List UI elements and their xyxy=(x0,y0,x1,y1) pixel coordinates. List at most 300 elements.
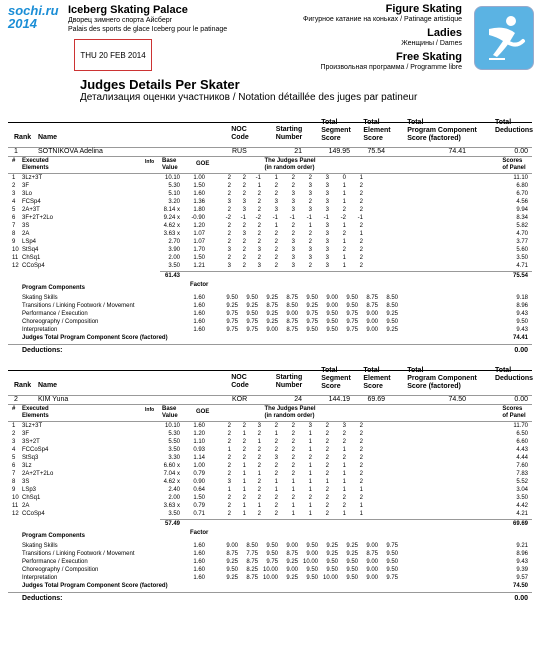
judge-component-mark: 9.75 xyxy=(386,575,398,581)
judge-goe-mark: 2 xyxy=(325,455,329,461)
deductions-label: Deductions: xyxy=(22,595,63,602)
col-noc: NOC Code xyxy=(231,126,249,141)
judge-goe-mark: 1 xyxy=(308,479,312,485)
element-goe: 1.10 xyxy=(193,439,205,445)
component-name: Choreography / Composition xyxy=(22,567,99,573)
col-factor: Factor xyxy=(190,530,209,536)
pcs-total: 74.50 xyxy=(512,583,528,589)
judge-goe-mark: 2 xyxy=(325,511,329,517)
judge-goe-mark: 2 xyxy=(274,263,278,269)
judge-goe-mark: 3 xyxy=(325,183,329,189)
judge-goe-mark: 2 xyxy=(359,463,363,469)
judge-component-mark: 9.25 xyxy=(346,543,358,549)
component-factor: 1.60 xyxy=(193,543,205,549)
element-base-value: 4.62 x xyxy=(163,479,180,485)
col-noc: NOC Code xyxy=(231,374,249,389)
element-score-of-panel: 11.70 xyxy=(513,423,528,429)
element-score-of-panel: 6.80 xyxy=(516,183,528,189)
program-components-title: Program Components xyxy=(22,533,86,539)
col-total-segment-score: Total Segment Score xyxy=(321,119,351,142)
skater-pcs: 74.41 xyxy=(448,148,466,155)
component-score: 8.96 xyxy=(516,551,528,557)
judge-goe-mark: 1 xyxy=(342,263,346,269)
judge-goe-mark: 2 xyxy=(359,479,363,485)
logo-line2: 2014 xyxy=(8,16,37,31)
judge-goe-mark: 2 xyxy=(308,199,312,205)
judge-component-mark: 9.50 xyxy=(346,567,358,573)
judge-goe-mark: 2 xyxy=(342,439,346,445)
judge-goe-mark: 2 xyxy=(257,495,261,501)
judge-goe-mark: 2 xyxy=(274,447,278,453)
judge-goe-mark: 3 xyxy=(274,455,278,461)
judge-goe-mark: 3 xyxy=(291,191,295,197)
judge-goe-mark: 3 xyxy=(291,247,295,253)
judge-goe-mark: 2 xyxy=(257,487,261,493)
col-base-value: Base Value xyxy=(162,406,178,419)
judge-goe-mark: 2 xyxy=(308,455,312,461)
judge-goe-mark: 1 xyxy=(342,479,346,485)
col-rank: Rank xyxy=(14,134,32,141)
deductions-value: 0.00 xyxy=(514,347,528,354)
element-base-value: 3.50 xyxy=(168,263,180,269)
element-goe: 1.20 xyxy=(193,223,205,229)
judge-goe-mark: 1 xyxy=(291,479,295,485)
judge-goe-mark: 2 xyxy=(274,247,278,253)
judge-component-mark: 10.00 xyxy=(302,559,318,565)
judge-goe-mark: 2 xyxy=(257,207,261,213)
judge-goe-mark: 2 xyxy=(274,191,278,197)
judge-goe-mark: 2 xyxy=(359,191,363,197)
component-factor: 1.60 xyxy=(193,567,205,573)
judge-goe-mark: 2 xyxy=(257,431,261,437)
skater-rank: 1 xyxy=(14,148,18,155)
judge-goe-mark: 2 xyxy=(242,239,246,245)
element-base-value: 8.14 x xyxy=(163,207,180,213)
col-info: Info xyxy=(145,159,155,165)
judge-component-mark: 9.75 xyxy=(306,319,318,325)
col-starting-number: Starting Number xyxy=(275,374,303,389)
judge-component-mark: 10.00 xyxy=(322,575,338,581)
judge-goe-mark: 2 xyxy=(257,191,261,197)
col-total-element-score: Total Element Score xyxy=(363,119,391,142)
element-number: 3 xyxy=(12,191,16,197)
judge-component-mark: 9.25 xyxy=(386,311,398,317)
judge-goe-mark: 3 xyxy=(227,247,231,253)
judge-goe-mark: -2 xyxy=(225,215,231,221)
judge-goe-mark: 1 xyxy=(227,447,231,453)
judge-goe-mark: 1 xyxy=(342,487,346,493)
judge-component-mark: 9.50 xyxy=(326,311,338,317)
element-code: 3Lo xyxy=(22,191,33,197)
judge-goe-mark: 2 xyxy=(359,455,363,461)
judge-component-mark: 9.25 xyxy=(226,559,238,565)
element-base-value: 6.60 x xyxy=(163,463,180,469)
judge-goe-mark: 1 xyxy=(342,471,346,477)
event-date: THU 20 FEB 2014 xyxy=(74,39,152,71)
element-score-of-panel: 4.71 xyxy=(516,263,528,269)
judge-goe-mark: 2 xyxy=(242,495,246,501)
element-goe: 0.90 xyxy=(193,479,205,485)
component-factor: 1.60 xyxy=(193,311,205,317)
rule-line xyxy=(8,592,532,593)
judge-component-mark: 8.75 xyxy=(286,551,298,557)
component-factor: 1.60 xyxy=(193,327,205,333)
tes-total: 69.69 xyxy=(512,521,528,527)
judge-component-mark: 9.50 xyxy=(386,319,398,325)
judge-goe-mark: 2 xyxy=(227,471,231,477)
element-base-value: 2.00 xyxy=(168,255,180,261)
judge-goe-mark: 2 xyxy=(257,511,261,517)
element-score-of-panel: 5.82 xyxy=(516,223,528,229)
judge-goe-mark: 2 xyxy=(308,239,312,245)
judge-goe-mark: 1 xyxy=(359,511,363,517)
judge-goe-mark: 3 xyxy=(242,199,246,205)
judge-goe-mark: 2 xyxy=(291,471,295,477)
judge-component-mark: 9.00 xyxy=(326,303,338,309)
col-starting-number: Starting Number xyxy=(275,126,303,141)
judge-goe-mark: 2 xyxy=(308,263,312,269)
component-score: 9.57 xyxy=(516,575,528,581)
component-score: 9.43 xyxy=(516,327,528,333)
element-code: 3F xyxy=(22,431,30,437)
element-score-of-panel: 7.60 xyxy=(516,463,528,469)
pcs-total-label: Judges Total Program Component Score (factored) xyxy=(22,335,168,341)
judge-goe-mark: 1 xyxy=(308,463,312,469)
element-goe: 1.80 xyxy=(193,207,205,213)
judge-goe-mark: 2 xyxy=(274,239,278,245)
element-number: 12 xyxy=(12,511,19,517)
judge-component-mark: 9.00 xyxy=(366,311,378,317)
judge-goe-mark: -1 xyxy=(306,215,312,221)
judge-goe-mark: 2 xyxy=(242,223,246,229)
judge-goe-mark: 3 xyxy=(242,207,246,213)
element-score-of-panel: 5.60 xyxy=(516,247,528,253)
element-code: 3Lz xyxy=(22,463,32,469)
judge-component-mark: 9.00 xyxy=(366,559,378,565)
element-number: 7 xyxy=(12,471,16,477)
judge-goe-mark: 3 xyxy=(308,247,312,253)
judge-goe-mark: 1 xyxy=(359,175,363,181)
judge-component-mark: 9.25 xyxy=(266,319,278,325)
element-number: 8 xyxy=(12,479,16,485)
judge-goe-mark: 1 xyxy=(342,223,346,229)
judge-component-mark: 9.50 xyxy=(326,567,338,573)
base-value-total: 61.43 xyxy=(164,273,180,279)
judge-goe-mark: 3 xyxy=(274,207,278,213)
skater-name: SOTNIKOVA Adelina xyxy=(38,148,103,155)
judge-goe-mark: 2 xyxy=(359,199,363,205)
element-score-of-panel: 3.50 xyxy=(516,495,528,501)
judge-goe-mark: 1 xyxy=(308,487,312,493)
element-base-value: 3.50 xyxy=(168,447,180,453)
judge-component-mark: 9.75 xyxy=(246,327,258,333)
judge-goe-mark: 2 xyxy=(227,431,231,437)
element-number: 7 xyxy=(12,223,16,229)
judge-goe-mark: 3 xyxy=(227,199,231,205)
judge-component-mark: 9.75 xyxy=(386,543,398,549)
judge-goe-mark: 3 xyxy=(325,239,329,245)
report-subtitle: Детализация оценки участников / Notation détaillée des juges par patineur xyxy=(80,92,418,103)
judge-goe-mark: 2 xyxy=(359,471,363,477)
judge-component-mark: 9.00 xyxy=(366,575,378,581)
element-score-of-panel: 4.21 xyxy=(516,511,528,517)
judge-goe-mark: 2 xyxy=(257,223,261,229)
judge-goe-mark: 2 xyxy=(227,207,231,213)
judge-goe-mark: 1 xyxy=(342,255,346,261)
judge-goe-mark: 2 xyxy=(242,439,246,445)
judge-goe-mark: 2 xyxy=(242,263,246,269)
element-goe: 1.50 xyxy=(193,255,205,261)
judge-goe-mark: 2 xyxy=(227,223,231,229)
judge-goe-mark: 2 xyxy=(274,183,278,189)
judge-component-mark: 9.00 xyxy=(286,543,298,549)
judge-goe-mark: 2 xyxy=(325,439,329,445)
judge-goe-mark: 1 xyxy=(359,503,363,509)
segment: Free Skating xyxy=(395,51,462,63)
component-name: Performance / Execution xyxy=(22,559,88,565)
element-number: 4 xyxy=(12,199,16,205)
judge-goe-mark: 1 xyxy=(291,487,295,493)
judge-goe-mark: 1 xyxy=(274,431,278,437)
judge-component-mark: 8.75 xyxy=(246,559,258,565)
judge-goe-mark: 2 xyxy=(242,423,246,429)
judge-goe-mark: 1 xyxy=(242,487,246,493)
judge-goe-mark: 2 xyxy=(342,247,346,253)
element-base-value: 3.63 x xyxy=(163,503,180,509)
col-total-deductions: Total Deductions xyxy=(494,367,534,382)
judge-goe-mark: 2 xyxy=(325,431,329,437)
judge-goe-mark: 2 xyxy=(325,487,329,493)
judge-component-mark: 8.75 xyxy=(366,295,378,301)
element-code: StSq3 xyxy=(22,455,39,461)
judge-goe-mark: 3 xyxy=(291,199,295,205)
element-goe: 1.21 xyxy=(193,263,205,269)
judge-goe-mark: 2 xyxy=(274,511,278,517)
col-goe: GOE xyxy=(196,409,210,415)
judge-component-mark: 8.50 xyxy=(246,543,258,549)
element-number: 5 xyxy=(12,455,16,461)
judge-goe-mark: 2 xyxy=(227,231,231,237)
judge-goe-mark: 2 xyxy=(359,447,363,453)
judge-goe-mark: 1 xyxy=(342,199,346,205)
judge-goe-mark: 1 xyxy=(291,503,295,509)
component-score: 9.39 xyxy=(516,567,528,573)
judge-goe-mark: 2 xyxy=(227,423,231,429)
judge-component-mark: 10.00 xyxy=(262,567,278,573)
judge-goe-mark: 3 xyxy=(325,199,329,205)
element-goe: 1.60 xyxy=(193,423,205,429)
judge-goe-mark: 2 xyxy=(359,223,363,229)
judge-component-mark: 9.50 xyxy=(266,543,278,549)
component-name: Choreography / Composition xyxy=(22,319,99,325)
venue-title: Iceberg Skating Palace xyxy=(68,4,188,16)
element-score-of-panel: 11.10 xyxy=(513,175,528,181)
element-number: 3 xyxy=(12,439,16,445)
judge-goe-mark: 2 xyxy=(291,495,295,501)
col-total-segment-score: Total Segment Score xyxy=(321,367,351,390)
judge-goe-mark: 2 xyxy=(325,423,329,429)
judge-goe-mark: 3 xyxy=(291,207,295,213)
element-base-value: 3.50 xyxy=(168,511,180,517)
judge-component-mark: 9.50 xyxy=(246,311,258,317)
judge-goe-mark: 1 xyxy=(242,463,246,469)
judge-goe-mark: 3 xyxy=(308,423,312,429)
element-score-of-panel: 9.94 xyxy=(516,207,528,213)
element-goe: 1.14 xyxy=(193,455,205,461)
element-score-of-panel: 6.60 xyxy=(516,439,528,445)
element-number: 5 xyxy=(12,207,16,213)
rule-line xyxy=(8,173,532,174)
element-code: 2A xyxy=(22,231,30,237)
element-base-value: 5.30 xyxy=(168,431,180,437)
judge-goe-mark: 2 xyxy=(227,439,231,445)
judge-goe-mark: 3 xyxy=(325,255,329,261)
skater-rank: 2 xyxy=(14,396,18,403)
component-name: Performance / Execution xyxy=(22,311,88,317)
judge-goe-mark: 2 xyxy=(227,463,231,469)
element-score-of-panel: 5.52 xyxy=(516,479,528,485)
judge-goe-mark: 1 xyxy=(308,431,312,437)
pcs-total-label: Judges Total Program Component Score (factored) xyxy=(22,583,168,589)
judge-goe-mark: 2 xyxy=(274,471,278,477)
judge-component-mark: 9.50 xyxy=(226,567,238,573)
judge-goe-mark: 3 xyxy=(325,223,329,229)
element-number: 10 xyxy=(12,495,19,501)
judge-component-mark: 8.75 xyxy=(366,303,378,309)
component-score: 9.21 xyxy=(516,543,528,549)
element-base-value: 5.10 xyxy=(168,191,180,197)
col-name: Name xyxy=(38,134,58,141)
element-score-of-panel: 3.77 xyxy=(516,239,528,245)
judge-goe-mark: 2 xyxy=(242,255,246,261)
judge-component-mark: 9.50 xyxy=(386,551,398,557)
component-name: Interpretation xyxy=(22,575,58,581)
judge-goe-mark: 2 xyxy=(274,495,278,501)
judge-component-mark: 8.50 xyxy=(286,303,298,309)
judge-goe-mark: 2 xyxy=(274,231,278,237)
judge-component-mark: 9.50 xyxy=(326,319,338,325)
judge-goe-mark: 2 xyxy=(359,431,363,437)
judge-goe-mark: 1 xyxy=(242,503,246,509)
judge-goe-mark: 2 xyxy=(291,447,295,453)
judge-goe-mark: 2 xyxy=(242,455,246,461)
element-score-of-panel: 4.56 xyxy=(516,199,528,205)
judge-goe-mark: 3 xyxy=(342,423,346,429)
judge-goe-mark: 3 xyxy=(325,191,329,197)
element-number: 8 xyxy=(12,231,16,237)
judge-goe-mark: 3 xyxy=(325,175,329,181)
judge-goe-mark: 1 xyxy=(308,503,312,509)
component-score: 9.43 xyxy=(516,311,528,317)
element-number: 1 xyxy=(12,175,16,181)
judge-goe-mark: 2 xyxy=(242,191,246,197)
element-code: FCCoSp4 xyxy=(22,447,49,453)
element-base-value: 9.24 x xyxy=(163,215,180,221)
judge-component-mark: 9.50 xyxy=(306,543,318,549)
element-goe: 1.70 xyxy=(193,247,205,253)
judge-goe-mark: 2 xyxy=(274,463,278,469)
skater-name: KIM Yuna xyxy=(38,396,69,403)
judge-component-mark: 9.50 xyxy=(266,551,278,557)
judge-goe-mark: 2 xyxy=(274,255,278,261)
judge-goe-mark: 3 xyxy=(291,263,295,269)
judge-goe-mark: 2 xyxy=(291,175,295,181)
component-factor: 1.60 xyxy=(193,295,205,301)
skater-noc: KOR xyxy=(232,396,248,403)
judge-goe-mark: 1 xyxy=(257,503,261,509)
judge-component-mark: 9.50 xyxy=(306,295,318,301)
element-goe: 1.00 xyxy=(193,463,205,469)
col-element-number: # xyxy=(12,158,16,164)
discipline-ru: Фигурное катание на коньках / Patinage artistique xyxy=(303,16,462,23)
element-goe: 1.50 xyxy=(193,183,205,189)
base-value-total: 57.49 xyxy=(164,521,180,527)
judge-goe-mark: 3 xyxy=(257,263,261,269)
judge-goe-mark: 2 xyxy=(242,447,246,453)
judge-goe-mark: 2 xyxy=(257,455,261,461)
col-factor: Factor xyxy=(190,282,209,288)
element-code: 2A+2T+2Lo xyxy=(22,471,54,477)
tes-total: 75.54 xyxy=(512,273,528,279)
skater-tss: 144.19 xyxy=(328,396,350,403)
venue-fr: Palais des sports de glace Iceberg pour le patinage xyxy=(68,26,228,33)
judge-goe-mark: 2 xyxy=(227,183,231,189)
judge-component-mark: 9.50 xyxy=(346,295,358,301)
judge-component-mark: 9.25 xyxy=(286,575,298,581)
element-number: 6 xyxy=(12,463,16,469)
rule-line xyxy=(160,271,532,272)
judge-goe-mark: 2 xyxy=(308,231,312,237)
element-goe: 0.93 xyxy=(193,447,205,453)
judge-goe-mark: 1 xyxy=(274,487,278,493)
component-factor: 1.60 xyxy=(193,303,205,309)
judge-component-mark: 9.50 xyxy=(386,559,398,565)
judge-component-mark: 9.75 xyxy=(346,319,358,325)
component-score: 9.43 xyxy=(516,559,528,565)
element-number: 2 xyxy=(12,431,16,437)
element-score-of-panel: 6.50 xyxy=(516,431,528,437)
element-code: 3S+2T xyxy=(22,439,40,445)
element-code: 3Lz+3T xyxy=(22,423,43,429)
judge-component-mark: 9.25 xyxy=(386,327,398,333)
element-base-value: 3.30 xyxy=(168,455,180,461)
col-judges-panel: The Judges Panel (in random order) xyxy=(264,158,316,171)
judge-goe-mark: 3 xyxy=(227,263,231,269)
component-name: Skating Skills xyxy=(22,543,58,549)
judge-goe-mark: 2 xyxy=(308,175,312,181)
judge-goe-mark: 2 xyxy=(291,183,295,189)
element-goe: 1.07 xyxy=(193,231,205,237)
judge-goe-mark: 1 xyxy=(257,183,261,189)
judge-goe-mark: 2 xyxy=(291,423,295,429)
judge-goe-mark: 2 xyxy=(227,503,231,509)
judge-goe-mark: 1 xyxy=(359,231,363,237)
judge-component-mark: 9.50 xyxy=(306,327,318,333)
judge-component-mark: 9.50 xyxy=(226,295,238,301)
judge-goe-mark: 1 xyxy=(342,511,346,517)
judge-component-mark: 9.00 xyxy=(286,311,298,317)
skater-starting-number: 21 xyxy=(294,148,302,155)
judge-goe-mark: 3 xyxy=(274,199,278,205)
element-score-of-panel: 4.43 xyxy=(516,447,528,453)
judge-goe-mark: 2 xyxy=(257,255,261,261)
element-goe: 1.07 xyxy=(193,239,205,245)
element-code: LSp3 xyxy=(22,487,37,493)
element-code: FCSp4 xyxy=(22,199,41,205)
element-goe: 1.50 xyxy=(193,495,205,501)
element-score-of-panel: 4.44 xyxy=(516,455,528,461)
skater-pcs: 74.50 xyxy=(448,396,466,403)
